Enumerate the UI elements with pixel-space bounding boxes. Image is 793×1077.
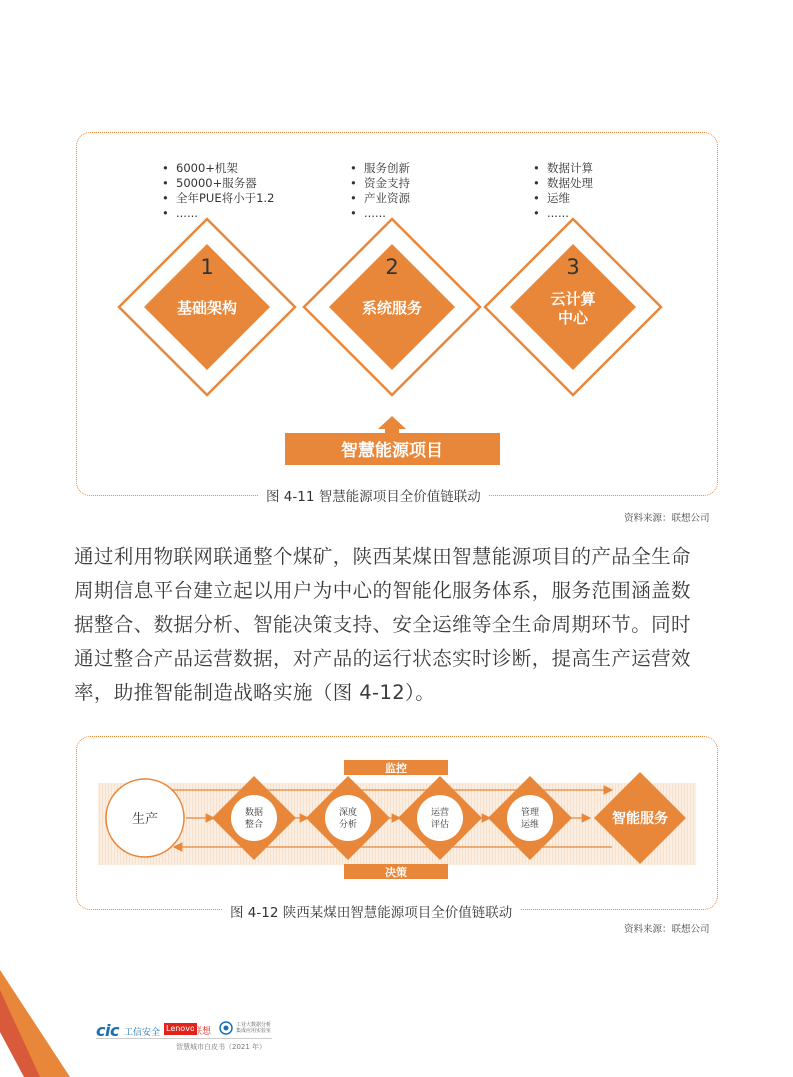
bullet-item: • 数据计算 bbox=[533, 161, 593, 176]
base-label: 智慧能源项目 bbox=[341, 441, 443, 461]
bullet-item: • 全年PUE将小于1.2 bbox=[162, 191, 274, 206]
stage-label-line: 运维 bbox=[520, 820, 540, 830]
page-number: 44 bbox=[66, 994, 88, 1014]
lenovo-logo-cn: 联想 bbox=[193, 1027, 212, 1037]
pillar-label: 系统服务 bbox=[361, 299, 423, 317]
paragraph-line: 通过整合产品运营数据，对产品的运行状态实时诊断，提高生产运营效 bbox=[74, 647, 691, 670]
pillar-number: 1 bbox=[200, 255, 214, 279]
corner-decoration bbox=[0, 960, 80, 1077]
bullet-item: • ...... bbox=[533, 206, 593, 221]
stage-label-line: 整合 bbox=[244, 820, 264, 830]
bullet-item: • 产业资源 bbox=[350, 191, 410, 206]
figure-source: 资料来源：联想公司 bbox=[624, 513, 710, 524]
paragraph-line: 据整合、数据分析、智能决策支持、安全运维等全生命周期环节。同时 bbox=[74, 613, 691, 636]
lab-logo-text: 工业大数据分析 集成应用实验室 bbox=[236, 1022, 272, 1034]
bullet-item: • 服务创新 bbox=[350, 161, 410, 176]
bullet-item: • ...... bbox=[162, 206, 274, 221]
book-title: 智慧城市白皮书（2021 年） bbox=[176, 1043, 267, 1051]
bullet-item: • 50000+服务器 bbox=[162, 176, 274, 191]
figure-caption: 图 4-11 智慧能源项目全价值链联动 bbox=[258, 485, 489, 505]
footer-rule bbox=[96, 1038, 272, 1039]
bullet-item: • 运维 bbox=[533, 191, 593, 206]
bullet-item: • 数据处理 bbox=[533, 176, 593, 191]
paragraph-line: 周期信息平台建立起以用户为中心的智能化服务体系，服务范围涵盖数 bbox=[74, 579, 691, 602]
pillar-label: 基础架构 bbox=[176, 299, 238, 317]
smart-service-label: 智能服务 bbox=[612, 811, 668, 827]
lab-logo-icon bbox=[219, 1021, 233, 1035]
production-label: 生产 bbox=[131, 812, 159, 827]
stage-label-line: 评估 bbox=[430, 820, 450, 830]
stage-label-line: 数据 bbox=[244, 808, 264, 818]
pillar-number: 3 bbox=[566, 255, 580, 279]
paragraph-line: 率，助推智能制造战略实施（图 4-12）。 bbox=[74, 681, 436, 704]
cic-logo-cn: 工信安全 bbox=[124, 1028, 161, 1038]
bullet-item: • 资金支持 bbox=[350, 176, 410, 191]
figure-caption: 图 4-12 陕西某煤田智慧能源项目全价值链联动 bbox=[222, 901, 520, 921]
lenovo-logo: Lenovo bbox=[166, 1024, 195, 1033]
stage-label-line: 管理 bbox=[520, 808, 540, 818]
pillar-number: 2 bbox=[385, 255, 399, 279]
decision-label: 决策 bbox=[385, 866, 407, 879]
bullet-item: • 6000+机架 bbox=[162, 161, 274, 176]
monitor-label: 监控 bbox=[385, 762, 407, 775]
stage-label-line: 深度 bbox=[338, 808, 358, 818]
paragraph-line: 通过利用物联网联通整个煤矿，陕西某煤田智慧能源项目的产品全生命 bbox=[74, 545, 691, 568]
stage-label-line: 运营 bbox=[430, 808, 450, 818]
figure-source: 资料来源：联想公司 bbox=[624, 924, 710, 935]
pillar-label-line: 中心 bbox=[557, 309, 589, 327]
pillar-label-line: 云计算 bbox=[550, 290, 596, 308]
bullet-item: • ...... bbox=[350, 206, 410, 221]
cic-logo-text: cic bbox=[96, 1021, 119, 1040]
stage-label-line: 分析 bbox=[338, 820, 358, 830]
